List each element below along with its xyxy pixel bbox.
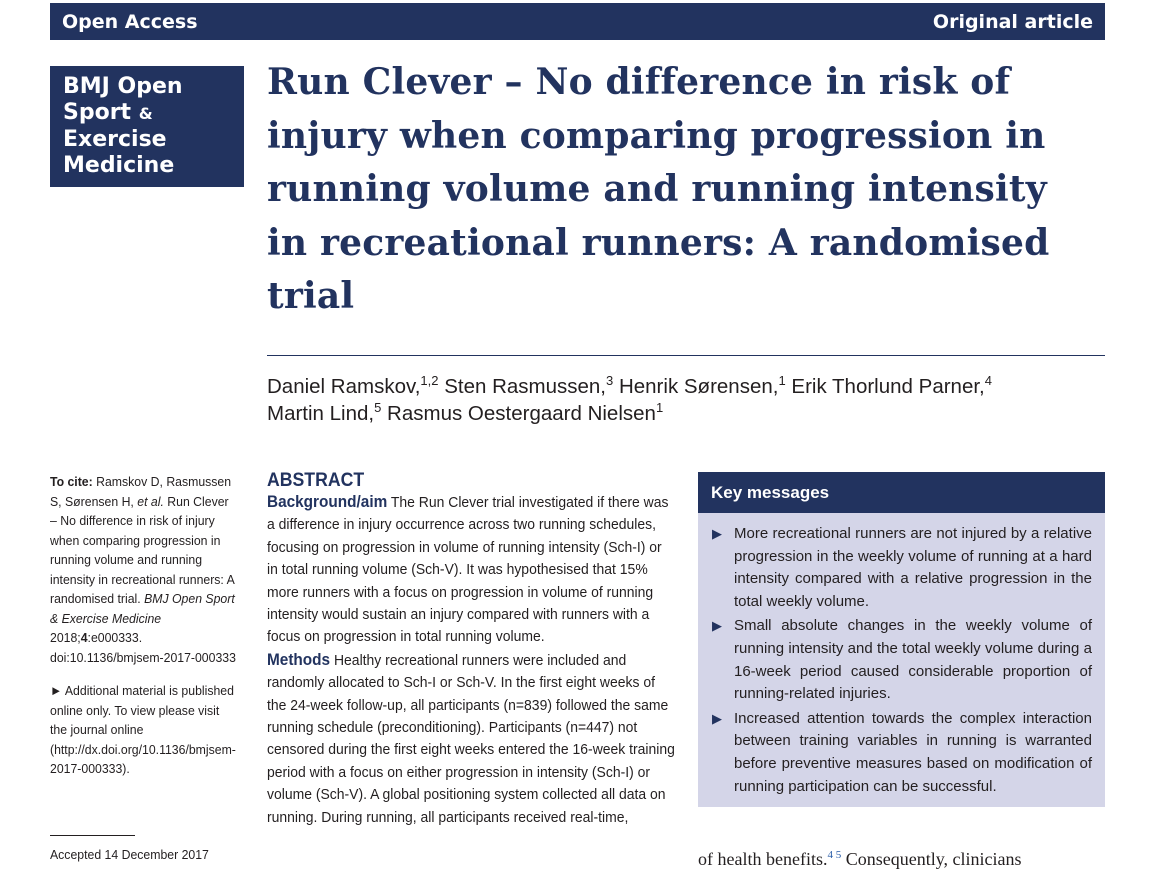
body-text-end: Consequently, clinicians bbox=[841, 849, 1022, 869]
abstract-heading: ABSTRACT bbox=[267, 470, 365, 491]
key-messages-list bbox=[698, 513, 1105, 798]
triangle-bullet-icon: ▶ bbox=[712, 618, 722, 634]
journal-logo bbox=[50, 66, 244, 187]
key-message-text: Small absolute changes in the weekly volume of running intensity and the total weekly volume during a 16-week period caused considerable proportion of running-related injuries. bbox=[734, 617, 1092, 703]
article-type-label: Original article bbox=[932, 10, 1093, 33]
methods-text: Healthy recreational runners were included and randomly allocated to Sch-I or Sch-V. In the first eight weeks of the 24-week follow-up, all participants (n=839) followed the same running schedule (preconditioning). Participants (n=447) not censored during the first eight weeks entered the 16-week training period with a focus on either progression in intensity (Sch-I) or volume (Sch-V). A global positioning system collected all data on running. During running, all participants received real-time, bbox=[267, 651, 675, 826]
author-name: Daniel Ramskov, bbox=[267, 375, 421, 398]
open-access-label: Open Access bbox=[62, 10, 198, 33]
background-text: The Run Clever trial investigated if there was a difference in injury occurrence across two running schedules, focusing on progression in volume of running intensity (Sch-I) or in total running volume (Sch-V). It was hypothesised that 15% more runners with a focus on progression in volume of running intensity would sustain an injury compared with runners with a focus on progression in total running volume. bbox=[267, 494, 669, 646]
author-name: Henrik Sørensen, bbox=[618, 375, 779, 398]
citation-volume: 4 bbox=[80, 630, 88, 645]
triangle-bullet-icon: ▶ bbox=[712, 526, 722, 541]
journal-logo-sport: Sport bbox=[63, 100, 132, 125]
top-header-bar bbox=[50, 3, 1105, 40]
author-name: Erik Thorlund Parner, bbox=[791, 375, 985, 398]
accepted-date: Accepted 14 December 2017 bbox=[50, 847, 209, 862]
journal-logo-line2 bbox=[63, 100, 234, 127]
author-name: Martin Lind, bbox=[267, 402, 375, 425]
article-title: Run Clever – No difference in risk of injury when comparing progression in running volume and running intensity in recreational runners: A randomised trial bbox=[267, 61, 1050, 317]
methods-label: Methods bbox=[267, 650, 331, 669]
author-name: Rasmus Oestergaard Nielsen bbox=[387, 402, 656, 425]
key-message-text: Increased attention towards the complex interaction between training variables in running is warranted before preventive measures based on modification of running participation can be successful. bbox=[734, 709, 1092, 795]
author-affiliation: 5 bbox=[374, 400, 382, 416]
author-affiliation: 1 bbox=[655, 400, 664, 416]
citation-title: Run Clever – No difference in risk of injury when comparing progression in running volume and running intensity in recreational runners: A randomised trial. bbox=[50, 493, 235, 606]
citation-label: To cite: bbox=[50, 474, 93, 489]
journal-logo-amp: & bbox=[138, 104, 153, 123]
author-affiliation: 1 bbox=[778, 373, 786, 389]
author-name: Sten Rasmussen, bbox=[444, 375, 607, 398]
additional-material-note[interactable]: ► Additional material is published online only. To view please visit the journal online (http://dx.doi.org/10.1136/bmjsem-2017-000333). bbox=[50, 683, 236, 776]
citation-year: 2018; bbox=[50, 630, 81, 645]
abstract-background bbox=[267, 491, 676, 649]
citation-etal: et al. bbox=[137, 493, 164, 509]
title-divider bbox=[267, 355, 1105, 356]
citation-sidebar bbox=[50, 472, 236, 793]
journal-logo-line4: Medicine bbox=[63, 153, 175, 178]
triangle-bullet-icon: ▶ bbox=[712, 710, 722, 726]
journal-logo-line1: BMJ Open bbox=[63, 74, 183, 99]
key-message-text: More recreational runners are not injured by a relative progression in the weekly volume of running at a hard intensity compared with a relative progression in the total weekly volume. bbox=[734, 525, 1092, 610]
key-message-item bbox=[712, 523, 1092, 613]
citation-journal: BMJ Open Sport & Exercise Medicine bbox=[50, 591, 235, 626]
author-list bbox=[267, 373, 1105, 427]
abstract-methods bbox=[267, 649, 676, 829]
citation-block bbox=[50, 472, 236, 667]
key-messages-box bbox=[698, 472, 1105, 807]
body-text-line bbox=[698, 848, 1108, 870]
journal-logo-line3: Exercise bbox=[63, 127, 167, 152]
author-affiliation: 4 bbox=[984, 373, 992, 389]
body-text-start: of health benefits. bbox=[698, 849, 828, 869]
citation-doi[interactable]: :e000333. doi:10.1136/bmjsem-2017-000333 bbox=[50, 630, 236, 665]
abstract-section bbox=[267, 471, 676, 829]
background-label: Background/aim bbox=[267, 493, 388, 511]
reference-links[interactable]: 4 5 bbox=[827, 849, 842, 861]
author-affiliation: 1,2 bbox=[420, 373, 439, 389]
author-affiliation: 3 bbox=[606, 373, 614, 389]
key-message-item bbox=[712, 615, 1092, 705]
key-message-item bbox=[712, 708, 1092, 798]
citation-authors: Ramskov D, Rasmussen S, Sørensen H, bbox=[50, 474, 232, 509]
key-messages-heading: Key messages bbox=[698, 472, 1105, 513]
sidebar-divider bbox=[50, 835, 135, 836]
